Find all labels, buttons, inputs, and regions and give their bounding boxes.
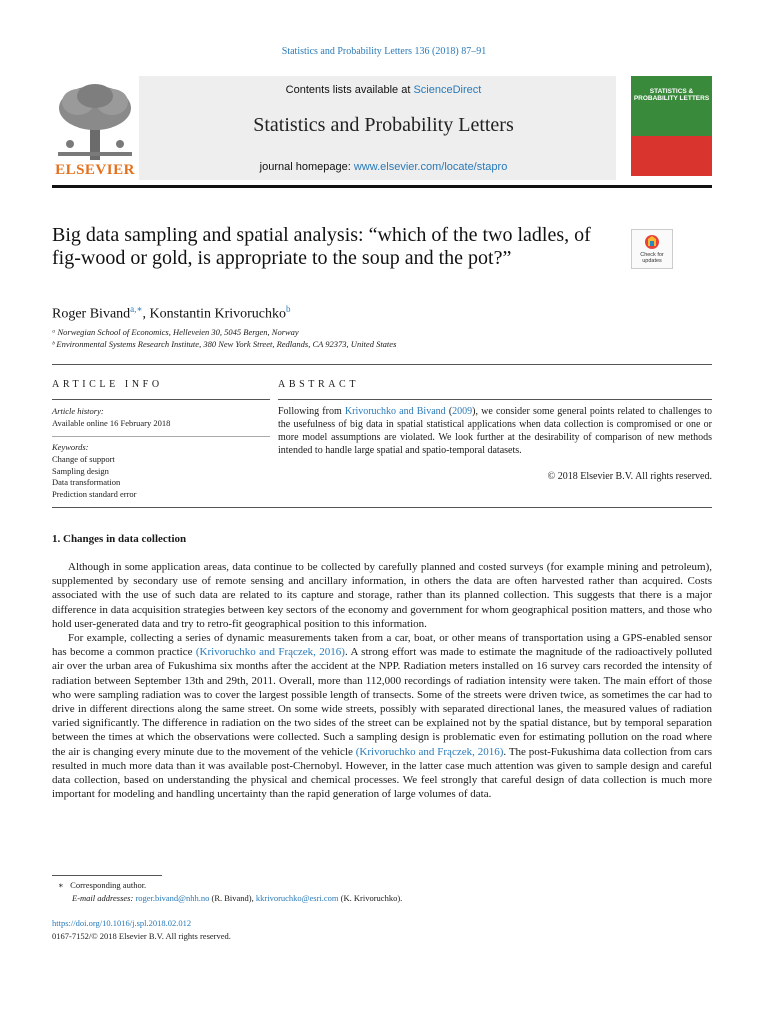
check-updates-icon — [644, 234, 660, 250]
abstract-citation-link[interactable]: Krivoruchko and Bivand — [344, 406, 446, 417]
abstract-cite-open: ( — [445, 406, 453, 417]
keywords-label: Keywords: — [52, 442, 89, 452]
abstract-body — [278, 405, 712, 457]
journal-cover-image[interactable] — [631, 76, 712, 176]
footnote-corresponding-text: Corresponding author. — [70, 880, 147, 890]
article-history-value: Available online 16 February 2018 — [52, 418, 171, 428]
author-line — [52, 304, 291, 323]
abstract-cite-close: ) — [472, 406, 476, 417]
author-krivoruchko: Konstantin Krivoruchko — [149, 306, 287, 322]
article-info-heading: ARTICLE INFO — [52, 379, 163, 390]
sciencedirect-link[interactable]: ScienceDirect — [413, 84, 482, 96]
footnote-star: ∗ — [58, 880, 64, 890]
header-divider — [52, 185, 712, 188]
paragraph-1: Although in some application areas, data continue to be collected by carefully planned and costed surveys (for example mining and petroleum), supplemented by secondary use of remote sensing and ancillary information, in others the data are often harvested rather than acquired. Costs associated with the use of such data are related to its capture and storage, rather than its planned collection. This suggests that there is a major difference in data acquisition strategies between key sectors of the economy and government for whom geographical position matters, and those who hold user-generated data and try to retro-fit geographical position to this information. — [52, 561, 712, 630]
abstract-pre: Following from — [278, 406, 345, 417]
issn-copyright: 0167-7152/© 2018 Elsevier B.V. All rights reserved. — [52, 931, 231, 941]
check-updates-label: Check for updates — [640, 252, 664, 264]
affiliation-a: ᵃ Norwegian School of Economics, Helleveien 30, 5045 Bergen, Norway — [52, 327, 299, 337]
email-owner-bivand: (R. Bivand), — [209, 893, 256, 903]
divider — [52, 399, 270, 400]
cover-green-band — [631, 76, 712, 136]
journal-homepage-line — [139, 161, 628, 173]
contents-line — [139, 84, 628, 96]
footnote-emails — [72, 893, 402, 903]
divider — [278, 399, 712, 400]
journal-title: Statistics and Probability Letters — [253, 114, 514, 136]
section-body — [52, 560, 712, 801]
keyword-item: Prediction standard error — [52, 489, 137, 500]
keyword-item: Data transformation — [52, 477, 121, 488]
email-link-bivand[interactable]: roger.bivand@nhh.no — [135, 893, 210, 903]
divider — [52, 364, 712, 365]
abstract-text: , we consider some general points related to challenges to the usefulness of big data in spatial statistical applications when data collection is compromised or one or more model assumptions are violated. We look further at the desirability of comparison of new methods intended to handle large spatial and spatio-temporal datasets. — [278, 406, 712, 456]
abstract-copyright: © 2018 Elsevier B.V. All rights reserved. — [547, 471, 712, 482]
citation-link[interactable]: (Krivoruchko and Frączek, 2016) — [355, 745, 504, 758]
homepage-link[interactable]: www.elsevier.com/locate/stapro — [353, 161, 508, 173]
divider — [52, 436, 270, 437]
divider — [52, 507, 712, 508]
paragraph-2-text: . A strong effort was made to estimate the magnitude of the radioactively polluted air over the urban area of Fukushima six months after the accident at the NPP. Radiation meters installed on 16 survey cars recorded the intensity of radiation between September 13th and 29th, 2011. Overall, more than 112,000 recordings of radiation intensity were taken. The main effort of those who were sampling radiation was to cover the largest possible length of transects. Some of the streets were driven twice, as sometimes the car had to drive in different directions along the same street. On some wide streets, possibly with separated directional lanes, the measured values of radiation varied significantly. The difference in radiation on the two sides of the street can be explained not by the spatial distance, but by temporal separation between the times at which the observations were collected. Such a sampling design is problematic even for estimating pollution on the road where the air is changing every minute due to the movement of the vehicle — [52, 646, 712, 758]
keyword-item: Sampling design — [52, 465, 109, 476]
email-label: E-mail addresses: — [72, 893, 134, 903]
affiliation-b: ᵇ Environmental Systems Research Institute, 380 New York Street, Redlands, CA 92373, United States — [52, 339, 397, 349]
email-owner-krivoruchko: (K. Krivoruchko). — [338, 893, 403, 903]
paragraph-2 — [52, 631, 712, 801]
author-bivand-affiliation-marker[interactable]: a,∗ — [130, 304, 143, 314]
doi-link[interactable]: https://doi.org/10.1016/j.spl.2018.02.012 — [52, 918, 192, 928]
contents-prefix: Contents lists available at — [285, 84, 414, 96]
email-link-krivoruchko[interactable]: kkrivoruchko@esri.com — [255, 893, 339, 903]
check-for-updates-button[interactable] — [631, 229, 673, 269]
author-krivoruchko-affiliation-marker[interactable]: b — [286, 304, 291, 314]
article-history-label: Article history: — [52, 406, 104, 416]
keywords-list — [52, 454, 137, 501]
journal-citation-link[interactable]: Statistics and Probability Letters 136 (2018) 87–91 — [281, 46, 487, 57]
abstract-citation-year-link[interactable]: 2009 — [452, 406, 473, 417]
elsevier-wordmark: ELSEVIER — [55, 162, 135, 178]
paragraph-2-text: For example, collecting a series of dynamic measurements taken from a car, boat, or other means of transportation using a GPS-enabled sensor has become a common practice — [52, 632, 712, 659]
article-title: Big data sampling and spatial analysis: “which of the two ladles, of fig-wood or gold, is appropriate to the soup and the pot?” — [52, 224, 591, 269]
author-bivand: Roger Bivand — [52, 306, 131, 322]
footnote-divider — [52, 875, 162, 876]
abstract-heading: ABSTRACT — [278, 379, 360, 390]
cover-title: STATISTICS & PROBABILITY LETTERS — [633, 88, 710, 102]
author-separator: , — [142, 306, 150, 322]
paragraph-2-text: . The post-Fukushima data collection from cars resulted in much more data than it was available post-Chernobyl. However, in the latter case much attention was given to sample design and careful data collection, based on understanding the physical and chemical processes. We feel strongly that careful design of data collection is much more important for modeling and handling uncertainty than the rapid generation of large volumes of data. — [52, 745, 712, 801]
keyword-item: Change of support — [52, 454, 115, 464]
section-heading: 1. Changes in data collection — [52, 533, 187, 545]
citation-link[interactable]: (Krivoruchko and Frączek, 2016) — [195, 646, 345, 659]
homepage-prefix: journal homepage: — [259, 161, 354, 173]
footnote-corresponding — [58, 880, 146, 891]
